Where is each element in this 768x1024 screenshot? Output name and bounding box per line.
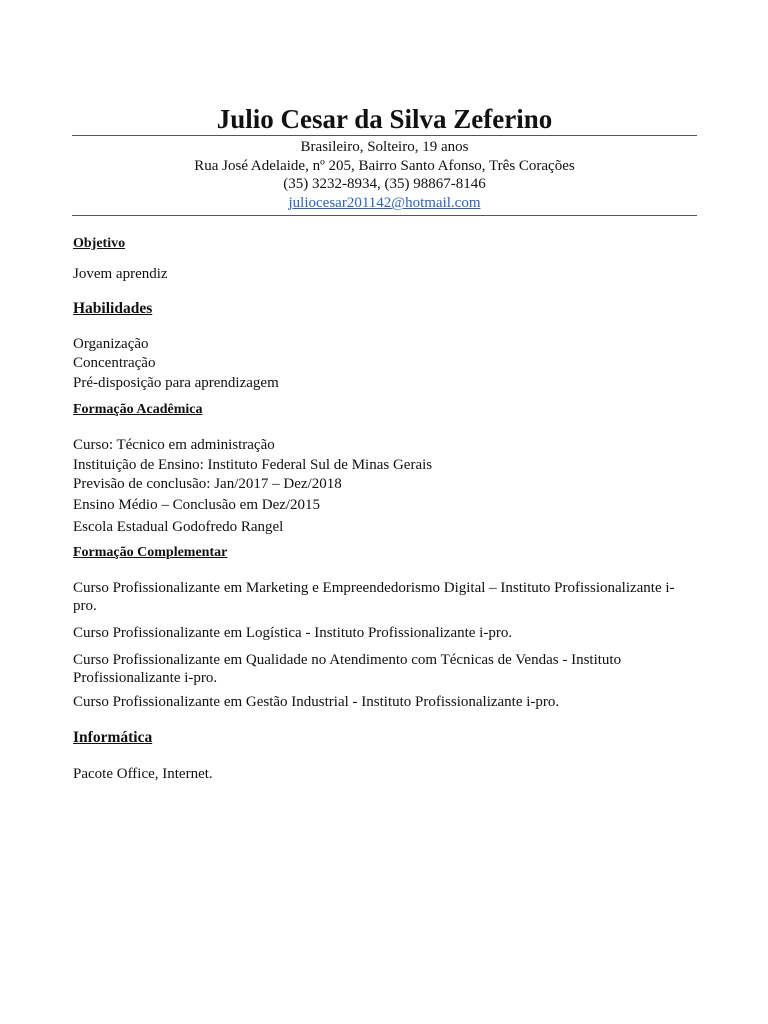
formacao-academica-item: Curso: Técnico em administração [73, 437, 275, 453]
resume-header [72, 103, 697, 216]
informatica-item: Pacote Office, Internet. [73, 766, 213, 782]
email-link[interactable]: juliocesar201142@hotmail.com [288, 194, 481, 211]
formacao-academica-item: Previsão de conclusão: Jan/2017 – Dez/2018 [73, 476, 342, 492]
section-title-habilidades: Habilidades [73, 300, 153, 317]
formacao-academica-item: Ensino Médio – Conclusão em Dez/2015 [73, 497, 321, 513]
contact-block [72, 136, 697, 215]
section-title-formacao-complementar: Formação Complementar [73, 545, 228, 560]
formacao-complementar-item: Curso Profissionalizante em Qualidade no Atendimento com Técnicas de Vendas - Instituto Profissionalizante i-pro. [73, 652, 622, 686]
personal-details: Brasileiro, Solteiro, 19 anos [300, 139, 469, 155]
section-title-informatica: Informática [73, 729, 153, 746]
formacao-complementar-item: Curso Profissionalizante em Logística - Instituto Profissionalizante i-pro. [73, 625, 513, 641]
header-bottom-rule [72, 215, 697, 216]
habilidade-item: Concentração [73, 355, 156, 371]
section-title-objetivo: Objetivo [73, 236, 126, 251]
candidate-name: Julio Cesar da Silva Zeferino [216, 104, 553, 134]
address: Rua José Adelaide, nº 205, Bairro Santo Afonso, Três Corações [194, 157, 575, 174]
habilidade-item: Pré-disposição para aprendizagem [73, 375, 279, 391]
phone-numbers: (35) 3232-8934, (35) 98867-8146 [283, 176, 486, 192]
objetivo-item: Jovem aprendiz [73, 266, 168, 282]
habilidade-item: Organização [73, 336, 149, 352]
formacao-academica-item: Escola Estadual Godofredo Rangel [73, 519, 284, 535]
formacao-complementar-item: Curso Profissionalizante em Marketing e Empreendedorismo Digital – Instituto Profissionalizante i-pro. [73, 580, 675, 614]
formacao-complementar-item: Curso Profissionalizante em Gestão Industrial - Instituto Profissionalizante i-pro. [73, 694, 560, 710]
section-title-formacao-academica: Formação Acadêmica [73, 402, 203, 417]
formacao-academica-item: Instituição de Ensino: Instituto Federal Sul de Minas Gerais [73, 457, 433, 473]
